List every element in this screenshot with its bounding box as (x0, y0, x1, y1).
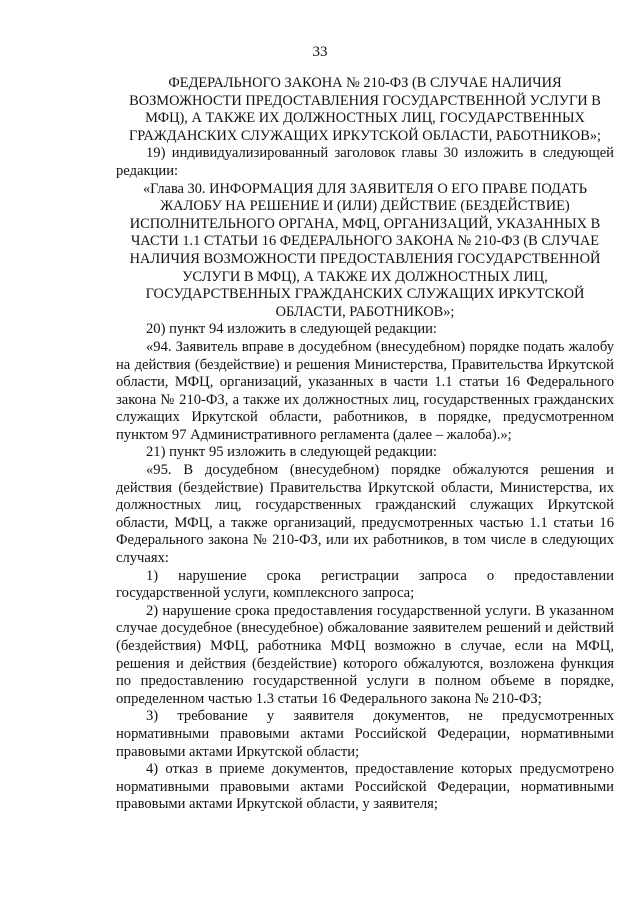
item-20: 20) пункт 94 изложить в следующей редакции: (146, 321, 437, 338)
subclause-2: 2) нарушение срока предоставления государственной услуги. В указанном случае досудебное (внесудебное) обжалование заявителем решений и действий (бездействия) МФЦ, работника МФЦ возможно в случае, если на МФЦ, решения и действия (бездействие) которого обжалуются, возложена функция по предоставлению государственной услуги в полном объеме в порядке, определенном частью 1.3 статьи 16 Федерального закона № 210-ФЗ; (116, 602, 614, 707)
heading-continuation: ФЕДЕРАЛЬНОГО ЗАКОНА № 210-ФЗ (В СЛУЧАЕ НАЛИЧИЯ ВОЗМОЖНОСТИ ПРЕДОСТАВЛЕНИЯ ГОСУДАРСТВЕННОЙ УСЛУГИ В МФЦ), А ТАКЖЕ ИХ ДОЛЖНОСТНЫХ ЛИЦ, ГОСУДАРСТВЕННЫХ ГРАЖДАНСКИХ СЛУЖАЩИХ ИРКУТСКОЙ ОБЛАСТИ, РАБОТНИКОВ»; (128, 75, 602, 144)
chapter-30-heading: «Глава 30. ИНФОРМАЦИЯ ДЛЯ ЗАЯВИТЕЛЯ О ЕГО ПРАВЕ ПОДАТЬ ЖАЛОБУ НА РЕШЕНИЕ И (ИЛИ) ДЕЙСТВИЕ (БЕЗДЕЙСТВИЕ) ИСПОЛНИТЕЛЬНОГО ОРГАНА, МФЦ, ОРГАНИЗАЦИЙ, УКАЗАННЫХ В ЧАСТИ 1.1 СТАТЬИ 16 ФЕДЕРАЛЬНОГО ЗАКОНА № 210-ФЗ (В СЛУЧАЕ НАЛИЧИЯ ВОЗМОЖНОСТИ ПРЕДОСТАВЛЕНИЯ ГОСУДАРСТВЕННОЙ УСЛУГИ В МФЦ), А ТАКЖЕ ИХ ДОЛЖНОСТНЫХ ЛИЦ, ГОСУДАРСТВЕННЫХ ГРАЖДАНСКИХ СЛУЖАЩИХ ИРКУТСКОЙ ОБЛАСТИ, РАБОТНИКОВ»; (129, 180, 601, 320)
clause-95: «95. В досудебном (внесудебном) порядке обжалуются решения и действия (бездействие) Правительства Иркутской области, Министерства, их должностных лиц, государственных гражданский служащих Иркутской области, МФЦ, а также организаций, предусмотренных частью 1.1 статьи 16 Федерального закона № 210-ФЗ, или их работников, в том числе в следующих случаях: (116, 462, 614, 567)
item-21: 21) пункт 95 изложить в следующей редакции: (146, 444, 437, 461)
subclause-1: 1) нарушение срока регистрации запроса о предоставлении государственной услуги, комплексного запроса; (116, 567, 614, 602)
page-number: 33 (312, 44, 328, 60)
document-body (116, 75, 614, 814)
clause-94: «94. Заявитель вправе в досудебном (внесудебном) порядке подать жалобу на действия (бездействие) и решения Министерства, Правительства Иркутской области, МФЦ, организаций, указанных в части 1.1 статьи 16 Федерального закона № 210-ФЗ, а также их должностных лиц, государственных гражданских служащих Иркутской области, работников, в порядке, предусмотренном пунктом 97 Административного регламента (далее – жалоба).»; (116, 338, 614, 443)
subclause-3: 3) требование у заявителя документов, не предусмотренных нормативными правовыми актами Российской Федерации, нормативными правовыми актами Иркутской области; (116, 708, 614, 760)
item-19: 19) индивидуализированный заголовок главы 30 изложить в следующей редакции: (116, 145, 614, 179)
subclause-4: 4) отказ в приеме документов, предоставление которых предусмотрено нормативными правовыми актами Российской Федерации, нормативными правовыми актами Иркутской области, у заявителя; (116, 761, 614, 813)
